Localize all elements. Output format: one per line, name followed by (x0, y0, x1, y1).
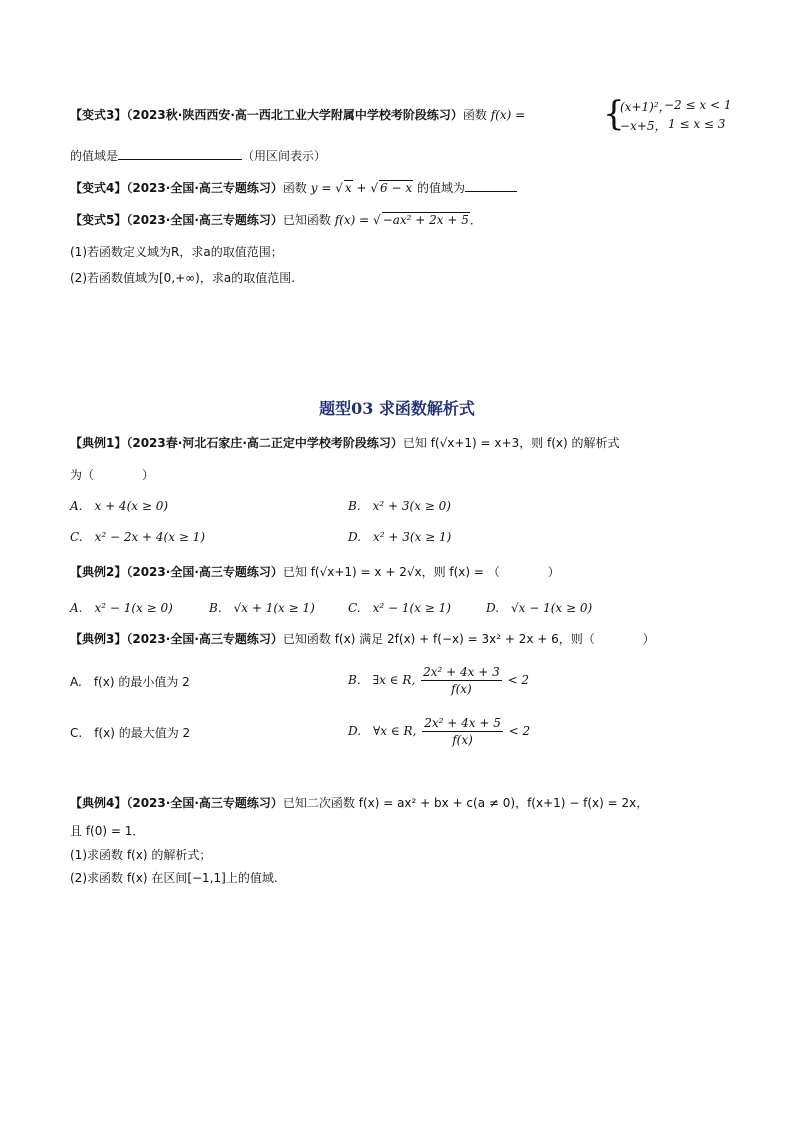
variant3-text1: 函数 (462, 108, 487, 122)
variant3-line2 (70, 147, 326, 165)
section-title: 题型03 求函数解析式 (319, 399, 475, 418)
variant5-q1: (1)若函数定义域为R，求a的取值范围； (70, 245, 283, 259)
variant5-q2: (2)若函数值域为[0,+∞)，求a的取值范围. (70, 271, 296, 285)
example4-text1: 已知二次函数 f(x) = ax² + bx + c(a ≠ 0)，f(x+1) − f(x) = 2x， (282, 796, 649, 810)
example3-option-b[interactable] (348, 660, 529, 700)
variant3-text2: 的值域是 (70, 149, 119, 163)
option-d-numerator: 2x² + 4x + 5 (424, 716, 501, 730)
variant3-text3: （用区间表示） (242, 149, 327, 163)
example1-option-b[interactable]: B. x² + 3(x ≥ 0) (348, 499, 451, 513)
option-b-prefix: B. ∃x ∈ R, (348, 673, 416, 687)
variant4-text2: 的值域为 (416, 181, 465, 195)
variant5-label: 【变式5】 (70, 213, 127, 227)
example2-source: （2023·全国·高三专题练习） (126, 565, 283, 579)
variant5-fx: f(x) = (334, 213, 370, 227)
option-b-numerator: 2x² + 4x + 3 (423, 665, 500, 679)
variant4-y: y = (310, 181, 332, 195)
option-d-denominator: f(x) (452, 733, 473, 747)
option-b-denominator: f(x) (451, 682, 472, 696)
example3-option-a[interactable]: A. f(x) 的最小值为 2 (70, 675, 190, 689)
variant4-rad1: x (344, 181, 352, 195)
variant4-rad2: 6 − x (380, 181, 413, 195)
variant4-plus: + (356, 181, 367, 195)
option-b-suffix: < 2 (507, 673, 530, 687)
variant4-text1: 函数 (282, 181, 307, 195)
example1-text2: 为（ ） (70, 468, 155, 482)
piece2-cond: 1 ≤ x ≤ 3 (668, 117, 726, 131)
example2-option-c[interactable]: C. x² − 1(x ≥ 1) (348, 601, 451, 615)
example1-option-d[interactable]: D. x² + 3(x ≥ 1) (348, 530, 452, 544)
example1-line1 (70, 434, 620, 452)
piece1-cond: −2 ≤ x < 1 (664, 98, 732, 112)
example1-option-a[interactable]: A. x + 4(x ≥ 0) (70, 499, 169, 513)
piece1-expr: (x+1)²， (620, 100, 671, 114)
answer-blank-1[interactable] (118, 149, 242, 160)
variant4-label: 【变式4】 (70, 181, 127, 195)
example3-label: 【典例3】 (70, 632, 127, 646)
variant5-end: ． (469, 213, 482, 227)
example4-source: （2023·全国·高三专题练习） (126, 796, 283, 810)
sqrt-sign-3: √ (373, 213, 381, 227)
example4-line1 (70, 794, 648, 812)
example4-q1: (1)求函数 f(x) 的解析式； (70, 848, 212, 862)
example3-text1: 已知函数 f(x) 满足 2f(x) + f(−x) = 3x² + 2x + 6，则（ ） (282, 632, 655, 646)
example1-text1: 已知 f(√x+1) = x+3，则 f(x) 的解析式 (402, 436, 620, 450)
variant3-source: （2023秋·陕西西安·高一西北工业大学附属中学校考阶段练习） (126, 108, 463, 122)
sqrt-sign-2: √ (370, 181, 379, 195)
piecewise-brace: { (603, 94, 625, 134)
variant3-line1 (70, 106, 525, 124)
variant5-rad: −ax² + 2x + 5 (382, 213, 469, 227)
example4-text2: 且 f(0) = 1． (70, 824, 145, 838)
option-d-fraction (422, 715, 503, 748)
sqrt-sign-1: √ (335, 181, 343, 195)
example1-source: （2023春·河北石家庄·高二正定中学校考阶段练习） (126, 436, 403, 450)
example3-option-d[interactable] (348, 711, 530, 751)
variant5-text1: 已知函数 (282, 213, 331, 227)
example2-option-a[interactable]: A. x² − 1(x ≥ 0) (70, 601, 173, 615)
variant5-line (70, 211, 482, 229)
example3-line1 (70, 630, 655, 648)
variant3-fx: f(x) = (490, 108, 526, 122)
example2-label: 【典例2】 (70, 565, 127, 579)
example4-label: 【典例4】 (70, 796, 127, 810)
option-d-prefix: D. ∀x ∈ R, (348, 724, 417, 738)
example1-option-c[interactable]: C. x² − 2x + 4(x ≥ 1) (70, 530, 206, 544)
variant4-source: （2023·全国·高三专题练习） (126, 181, 283, 195)
variant4-line (70, 179, 517, 197)
example2-option-b[interactable]: B. √x + 1(x ≥ 1) (209, 601, 315, 615)
example2-option-d[interactable]: D. √x − 1(x ≥ 0) (486, 601, 593, 615)
example3-option-c[interactable]: C. f(x) 的最大值为 2 (70, 726, 191, 740)
option-b-fraction (421, 664, 502, 697)
example1-label: 【典例1】 (70, 436, 127, 450)
example3-source: （2023·全国·高三专题练习） (126, 632, 283, 646)
example2-text1: 已知 f(√x+1) = x + 2√x，则 f(x) = （ ） (282, 565, 560, 579)
example4-q2: (2)求函数 f(x) 在区间[−1,1]上的值域. (70, 871, 278, 885)
answer-blank-2[interactable] (465, 181, 517, 192)
variant5-source: （2023·全国·高三专题练习） (126, 213, 283, 227)
option-d-suffix: < 2 (508, 724, 531, 738)
variant3-label: 【变式3】 (70, 108, 127, 122)
piece2-expr: −x+5， (620, 119, 667, 133)
example2-line1 (70, 563, 560, 581)
